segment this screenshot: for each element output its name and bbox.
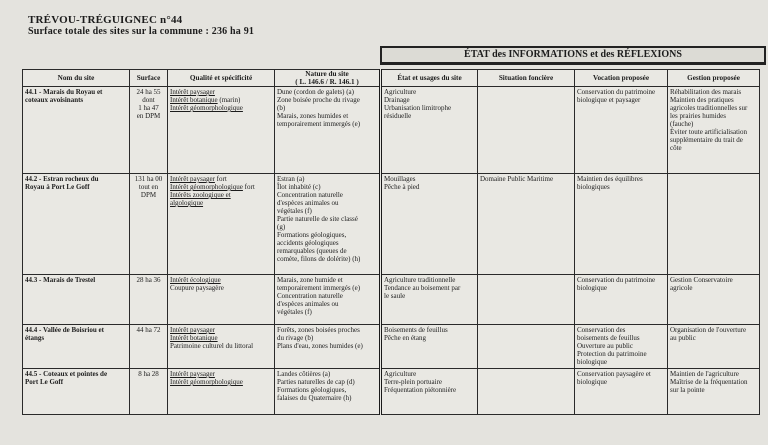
- cell-line: Domaine Public Maritime: [480, 175, 554, 183]
- cell-qualite: [168, 325, 275, 369]
- cell-line: les prairies humides: [670, 112, 726, 120]
- underlined-part: Intérêt géomorphologique: [170, 183, 243, 191]
- cell-surface: [130, 174, 168, 275]
- cell-situation: [478, 87, 575, 174]
- underlined-part: Intérêt paysager: [170, 175, 215, 183]
- cell-qualite: [168, 174, 275, 275]
- plain-part: (marin): [217, 96, 241, 104]
- cell-line: Patrimoine culturel du littoral: [170, 342, 254, 350]
- cell-nature: [275, 369, 381, 415]
- cell-line: Pêche à pied: [384, 183, 420, 191]
- cell-line: Dune (cordon de galets) (a): [277, 88, 354, 96]
- cell-line: Organisation de l'ouverture: [670, 326, 747, 334]
- cell-line: Intérêt paysager: [170, 370, 215, 378]
- cell-surface: [130, 275, 168, 325]
- cell-line: Agriculture traditionnelle: [384, 276, 456, 284]
- col-header-nature-ref: ( L. 146.6 / R. 146.1 ): [295, 78, 359, 86]
- cell-line: Maintien des pratiques: [670, 96, 734, 104]
- cell-line: Conservation du patrimoine: [577, 276, 656, 284]
- cell-nature: [275, 87, 381, 174]
- cell-line: Conservation paysagère et: [577, 370, 651, 378]
- col-header-nature: [275, 70, 381, 87]
- cell-qualite: [168, 275, 275, 325]
- col-header-nature-label: Nature du site: [305, 70, 349, 78]
- cell-line: Boisements de feuillus: [384, 326, 448, 334]
- cell-line: Gestion Conservatoire: [670, 276, 733, 284]
- table-row: [23, 275, 760, 325]
- cell-line: algologique: [170, 199, 204, 207]
- cell-line: Partie naturelle de site classé: [277, 215, 358, 223]
- cell-etat-usages: [381, 174, 478, 275]
- col-header-etat-usages: État et usages du site: [381, 70, 478, 87]
- cell-line: Concentration naturelle: [277, 191, 343, 199]
- cell-line: Intérêt géomorphologique: [170, 104, 243, 112]
- cell-line: Intérêt géomorphologique: [170, 378, 243, 386]
- cell-qualite: [168, 87, 275, 174]
- table-row: [23, 87, 760, 174]
- cell-line: biologiques: [577, 183, 610, 191]
- cell-line: Landes côtières (a): [277, 370, 331, 378]
- cell-line: Coupure paysagère: [170, 284, 224, 292]
- cell-line: Intérêt paysager: [170, 326, 215, 334]
- cell-line: Intérêt botanique: [170, 334, 218, 342]
- cell-line: 28 ha 36: [136, 276, 161, 284]
- col-header-situation: Situation foncière: [478, 70, 575, 87]
- cell-line: Zone boisée proche du rivage: [277, 96, 360, 104]
- cell-vocation: [575, 87, 668, 174]
- table-row: [23, 369, 760, 415]
- plain-part: fort: [214, 175, 227, 183]
- cell-line: Formations géologiques,: [277, 386, 347, 394]
- col-header-gestion: Gestion proposée: [668, 70, 760, 87]
- cell-line: tout en: [138, 183, 159, 191]
- cell-vocation: [575, 369, 668, 415]
- cell-gestion: [668, 174, 760, 275]
- cell-line: agricole: [670, 284, 693, 292]
- cell-vocation: [575, 325, 668, 369]
- cell-vocation: [575, 174, 668, 275]
- cell-surface: [130, 87, 168, 174]
- cell-gestion: [668, 87, 760, 174]
- commune-title: TRÉVOU-TRÉGUIGNEC n°44: [28, 14, 183, 26]
- cell-site: [23, 87, 130, 174]
- cell-situation: [478, 275, 575, 325]
- cell-line: agricoles traditionnelles sur: [670, 104, 748, 112]
- cell-line: biologique: [577, 378, 607, 386]
- cell-line: Estran (a): [277, 175, 305, 183]
- cell-line: étangs: [25, 334, 45, 342]
- cell-line: biologique: [577, 284, 607, 292]
- cell-line: Forêts, zones boisées proches: [277, 326, 360, 334]
- cell-line: d'espèces animales ou: [277, 199, 339, 207]
- cell-line: Îlot inhabité (c): [277, 183, 321, 191]
- cell-line: Concentration naturelle: [277, 292, 343, 300]
- cell-line: sur la pointe: [670, 386, 705, 394]
- cell-situation: [478, 325, 575, 369]
- etat-informations-banner: ÉTAT des INFORMATIONS et des RÉFLEXIONS: [380, 46, 766, 64]
- cell-line: falaises du Quaternaire (h): [277, 394, 352, 402]
- cell-line: Intérêt paysager: [170, 88, 215, 96]
- cell-line: 44.4 - Vallée de Boisriou et: [25, 326, 104, 334]
- cell-line: DPM: [140, 191, 157, 199]
- cell-line: côte: [670, 144, 682, 152]
- cell-line: Protection du patrimoine: [577, 350, 647, 358]
- cell-site: [23, 174, 130, 275]
- sites-table: [22, 69, 760, 415]
- cell-site: [23, 369, 130, 415]
- cell-line: 44.1 - Marais du Royau et: [25, 88, 103, 96]
- cell-line: Parties naturelles de cap (d): [277, 378, 355, 386]
- cell-nature: [275, 275, 381, 325]
- cell-line: (fauche): [670, 120, 694, 128]
- cell-line: dont: [142, 96, 155, 104]
- cell-line: Réhabilitation des marais: [670, 88, 742, 96]
- cell-line: coteaux avoisinants: [25, 96, 84, 104]
- cell-line: accidents géologiques: [277, 239, 339, 247]
- cell-line: Intérêt écologique: [170, 276, 221, 284]
- cell-line: 1 ha 47: [138, 104, 159, 112]
- cell-line: Éviter toute artificialisation: [670, 128, 747, 136]
- plain-part: fort: [242, 183, 255, 191]
- cell-line: 44.5 - Coteaux et pointes de: [25, 370, 108, 378]
- cell-line: Maîtrise de la fréquentation: [670, 378, 748, 386]
- cell-line: végétales (f): [277, 207, 312, 215]
- cell-line: [170, 175, 272, 183]
- cell-etat-usages: [381, 87, 478, 174]
- col-header-qualite: Qualité et spécificité: [168, 70, 275, 87]
- cell-line: temporairement immergés (e): [277, 120, 361, 128]
- col-header-vocation: Vocation proposée: [575, 70, 668, 87]
- cell-line: 44.3 - Marais de Trestel: [25, 276, 96, 284]
- cell-line: Ouverture au public: [577, 342, 633, 350]
- cell-line: [170, 96, 272, 104]
- cell-line: Mouillages: [384, 175, 416, 183]
- cell-line: Plans d'eau, zones humides (e): [277, 342, 363, 350]
- cell-line: Pêche en étang: [384, 334, 426, 342]
- cell-line: en DPM: [136, 112, 161, 120]
- cell-line: (b): [277, 104, 286, 112]
- cell-gestion: [668, 275, 760, 325]
- cell-situation: [478, 369, 575, 415]
- cell-line: Conservation des: [577, 326, 626, 334]
- table-header-row: [23, 70, 760, 87]
- cell-line: végétales (f): [277, 308, 312, 316]
- cell-site: [23, 325, 130, 369]
- cell-line: du rivage (b): [277, 334, 314, 342]
- cell-line: d'espèces animales ou: [277, 300, 339, 308]
- cell-line: biologique et paysager: [577, 96, 641, 104]
- underlined-part: Intérêt botanique: [170, 96, 218, 104]
- cell-line: Formations géologiques,: [277, 231, 347, 239]
- cell-line: biologique: [577, 358, 607, 366]
- cell-qualite: [168, 369, 275, 415]
- cell-line: Port Le Goff: [25, 378, 64, 386]
- cell-surface: [130, 325, 168, 369]
- total-surface-line: Surface totale des sites sur la commune : 236 ha 91: [28, 26, 255, 37]
- cell-line: Terre-plein portuaire: [384, 378, 443, 386]
- cell-line: Maintien des équilibres: [577, 175, 643, 183]
- col-header-site: Nom du site: [23, 70, 130, 87]
- cell-line: Agriculture: [384, 370, 417, 378]
- cell-line: temporairement immergés (e): [277, 284, 361, 292]
- cell-line: Marais, zone humide et: [277, 276, 343, 284]
- cell-line: boisements de feuillus: [577, 334, 640, 342]
- cell-situation: [478, 174, 575, 275]
- cell-line: remarquables (queues de: [277, 247, 347, 255]
- cell-line: Conservation du patrimoine: [577, 88, 656, 96]
- cell-line: le saule: [384, 292, 406, 300]
- cell-line: supplémentaire du trait de: [670, 136, 743, 144]
- cell-etat-usages: [381, 275, 478, 325]
- cell-line: Maintien de l'agriculture: [670, 370, 739, 378]
- cell-vocation: [575, 275, 668, 325]
- cell-line: comète, filons de dolérite) (h): [277, 255, 361, 263]
- cell-line: Royau à Port Le Goff: [25, 183, 90, 191]
- cell-surface: [130, 369, 168, 415]
- cell-etat-usages: [381, 369, 478, 415]
- banner-underline: [380, 62, 766, 65]
- cell-line: résiduelle: [384, 112, 412, 120]
- cell-line: [170, 183, 272, 191]
- cell-line: au public: [670, 334, 696, 342]
- col-header-surface: Surface: [130, 70, 168, 87]
- cell-line: Drainage: [384, 96, 410, 104]
- cell-line: Urbanisation limitrophe: [384, 104, 452, 112]
- cell-line: Intérêts zoologique et: [170, 191, 231, 199]
- cell-line: Agriculture: [384, 88, 417, 96]
- cell-line: (g): [277, 223, 286, 231]
- table-row: [23, 325, 760, 369]
- cell-etat-usages: [381, 325, 478, 369]
- cell-line: Fréquentation piétonnière: [384, 386, 457, 394]
- cell-gestion: [668, 325, 760, 369]
- cell-line: 44.2 - Estran rocheux du: [25, 175, 99, 183]
- cell-nature: [275, 325, 381, 369]
- cell-site: [23, 275, 130, 325]
- cell-line: Tendance au boisement par: [384, 284, 461, 292]
- cell-line: 44 ha 72: [136, 326, 161, 334]
- cell-line: 131 ha 00: [134, 175, 163, 183]
- cell-line: 24 ha 55: [136, 88, 161, 96]
- cell-line: 8 ha 28: [138, 370, 159, 378]
- cell-nature: [275, 174, 381, 275]
- cell-line: Marais, zones humides et: [277, 112, 349, 120]
- table-row: [23, 174, 760, 275]
- cell-gestion: [668, 369, 760, 415]
